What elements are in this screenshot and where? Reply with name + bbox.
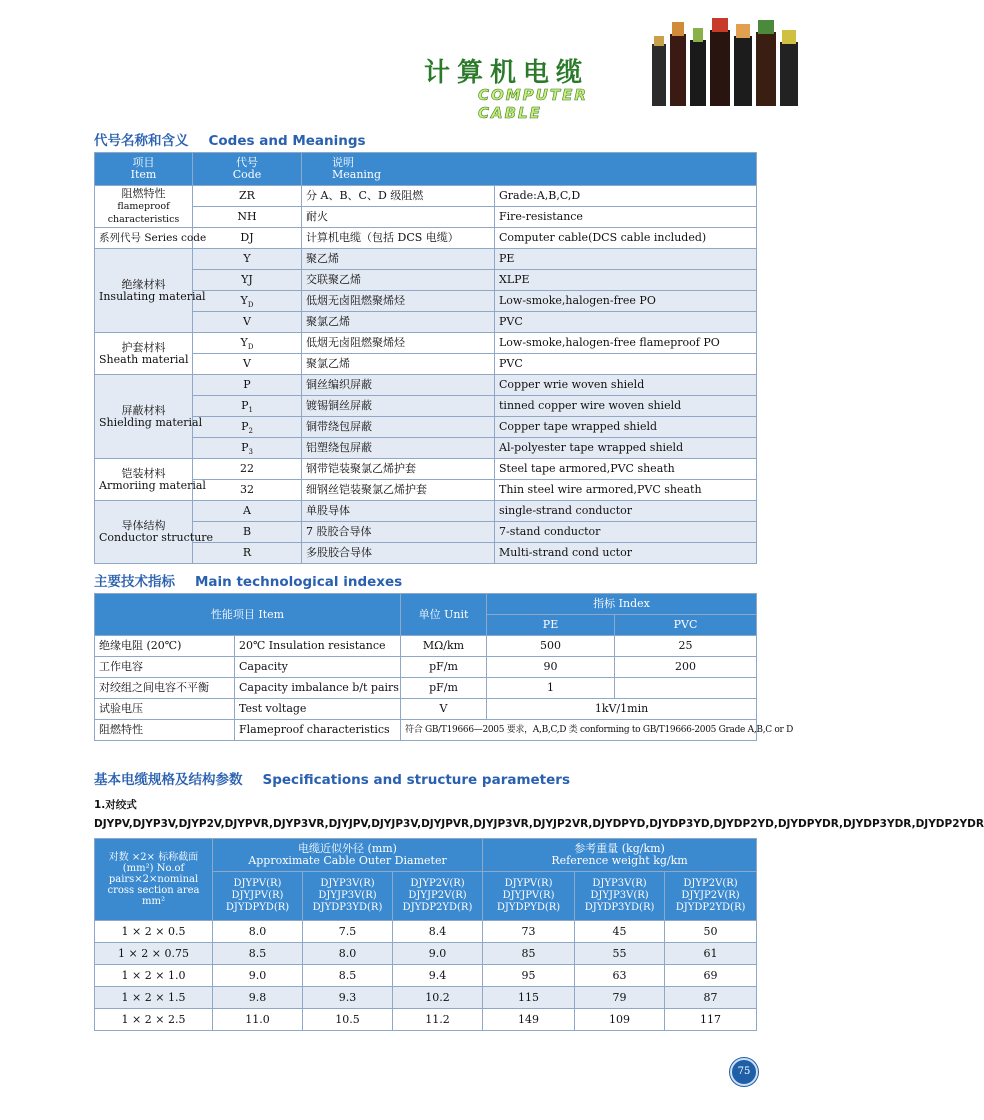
weight-cell: 117 xyxy=(665,1009,757,1031)
perf-en: 20℃ Insulation resistance xyxy=(235,636,401,657)
meaning-en: PVC xyxy=(495,312,757,333)
code-cell: ZR xyxy=(193,186,302,207)
diameter-cell: 8.0 xyxy=(213,921,303,943)
group-label: 护套材料 Sheath material xyxy=(95,333,193,375)
table-row xyxy=(95,987,757,1009)
title-en: COMPUTER CABLE xyxy=(478,86,588,122)
table-row xyxy=(95,333,757,354)
table-row xyxy=(95,207,757,228)
codes-heading xyxy=(94,129,366,149)
meaning-cn: 低烟无卤阻燃聚烯烃 xyxy=(302,291,495,312)
meaning-en: Thin steel wire armored,PVC sheath xyxy=(495,480,757,501)
table-row xyxy=(95,943,757,965)
meaning-en: Grade:A,B,C,D xyxy=(495,186,757,207)
meaning-en: Fire-resistance xyxy=(495,207,757,228)
codes-table xyxy=(94,152,757,564)
code-cell: $Y_D$ xyxy=(193,333,302,354)
col-od: 电缆近似外径 (mm) Approximate Cable Outer Diameter xyxy=(213,839,483,872)
code-cell: 32 xyxy=(193,480,302,501)
spec-subheading: 1.对绞式DJYPV,DJYP3V,DJYP2V,DJYPVR,DJYP3VR,DJYJPV,DJYJP3V,DJYJPVR,DJYJP3VR,DJYJP2VR,DJYDPYD,DJYDP3YD,DJYDP2YD,DJYDPYDR,DJYDP3YDR,DJYDP2YDR xyxy=(94,799,984,830)
meaning-cn: 计算机电缆（包括 DCS 电缆） xyxy=(302,228,495,249)
pe-cell: 500 xyxy=(487,636,615,657)
title-cn: 计算机电缆 xyxy=(424,58,590,88)
codes-body xyxy=(95,186,757,564)
index-cell: 1kV/1min xyxy=(487,699,757,720)
col-wt: 参考重量 (kg/km) Reference weight kg/km xyxy=(483,839,757,872)
code-cell: $P_1$ xyxy=(193,396,302,417)
code-cell: V xyxy=(193,312,302,333)
table-row xyxy=(95,720,757,741)
unit-cell: V xyxy=(401,699,487,720)
diameter-cell: 8.0 xyxy=(303,943,393,965)
meaning-en: Copper wrie woven shield xyxy=(495,375,757,396)
table-row xyxy=(95,921,757,943)
code-cell: P xyxy=(193,375,302,396)
unit-cell: MΩ/km xyxy=(401,636,487,657)
code-cell: $P_2$ xyxy=(193,417,302,438)
code-cell: A xyxy=(193,501,302,522)
spec-heading-en: Specifications and structure parameters xyxy=(262,772,570,788)
perf-cn: 试验电压 xyxy=(95,699,235,720)
weight-cell: 63 xyxy=(575,965,665,987)
weight-cell: 87 xyxy=(665,987,757,1009)
code-cell: $Y_D$ xyxy=(193,291,302,312)
perf-cn: 工作电容 xyxy=(95,657,235,678)
weight-cell: 109 xyxy=(575,1009,665,1031)
page-number: 75 xyxy=(730,1058,758,1086)
meaning-cn: 聚氯乙烯 xyxy=(302,312,495,333)
meaning-cn: 耐火 xyxy=(302,207,495,228)
diameter-cell: 10.5 xyxy=(303,1009,393,1031)
size-cell: 1 × 2 × 1.0 xyxy=(95,965,213,987)
table-row xyxy=(95,228,757,249)
code-cell: B xyxy=(193,522,302,543)
meaning-cn: 分 A、B、C、D 级阻燃 xyxy=(302,186,495,207)
meaning-cn: 单股导体 xyxy=(302,501,495,522)
group-header: DJYPV(R) DJYJPV(R) DJYDPYD(R) xyxy=(213,872,303,921)
tech-heading-en: Main technological indexes xyxy=(195,574,403,590)
weight-cell: 85 xyxy=(483,943,575,965)
pvc-cell: 25 xyxy=(615,636,757,657)
table-row xyxy=(95,396,757,417)
spec-heading xyxy=(94,768,570,788)
spec-body xyxy=(95,921,757,1031)
meaning-en: Copper tape wrapped shield xyxy=(495,417,757,438)
perf-cn: 对绞组之间电容不平衡 xyxy=(95,678,235,699)
table-row xyxy=(95,678,757,699)
tech-heading xyxy=(94,570,402,590)
tech-heading-cn: 主要技术指标 xyxy=(94,574,175,590)
spec-heading-cn: 基本电缆规格及结构参数 xyxy=(94,772,243,788)
group-label: 绝缘材料 Insulating material xyxy=(95,249,193,333)
perf-en: Flameproof characteristics xyxy=(235,720,401,741)
meaning-en: tinned copper wire woven shield xyxy=(495,396,757,417)
group-label: 铠装材料 Armoriing material xyxy=(95,459,193,501)
code-cell: 22 xyxy=(193,459,302,480)
code-cell: NH xyxy=(193,207,302,228)
table-row xyxy=(95,312,757,333)
meaning-cn: 镀锡铜丝屏蔽 xyxy=(302,396,495,417)
meaning-cn: 多股胶合导体 xyxy=(302,543,495,564)
col-unit: 单位 Unit xyxy=(401,594,487,636)
col-pairs: 对数 ×2× 标称截面 (mm²) No.of pairs×2×nominal cross section area mm² xyxy=(95,839,213,921)
table-row xyxy=(95,249,757,270)
unit-cell: pF/m xyxy=(401,678,487,699)
weight-cell: 61 xyxy=(665,943,757,965)
table-row xyxy=(95,354,757,375)
code-cell: V xyxy=(193,354,302,375)
pe-cell: 1 xyxy=(487,678,615,699)
perf-en: Test voltage xyxy=(235,699,401,720)
meaning-en: Computer cable(DCS cable included) xyxy=(495,228,757,249)
perf-en: Capacity imbalance b/t pairs xyxy=(235,678,401,699)
perf-cn: 阻燃特性 xyxy=(95,720,235,741)
meaning-en: Low-smoke,halogen-free PO xyxy=(495,291,757,312)
tech-table xyxy=(94,593,794,741)
weight-cell: 79 xyxy=(575,987,665,1009)
table-row xyxy=(95,438,757,459)
group-label: 系列代号 Series code xyxy=(95,228,193,249)
group-header: DJYPV(R) DJYJPV(R) DJYDPYD(R) xyxy=(483,872,575,921)
weight-cell: 115 xyxy=(483,987,575,1009)
group-header: DJYP3V(R) DJYJP3V(R) DJYDP3YD(R) xyxy=(575,872,665,921)
weight-cell: 95 xyxy=(483,965,575,987)
pe-cell: 90 xyxy=(487,657,615,678)
meaning-cn: 交联聚乙烯 xyxy=(302,270,495,291)
diameter-cell: 9.0 xyxy=(213,965,303,987)
unit-cell: pF/m xyxy=(401,657,487,678)
col-index: 指标 Index xyxy=(487,594,757,615)
diameter-cell: 9.0 xyxy=(393,943,483,965)
diameter-cell: 8.5 xyxy=(303,965,393,987)
cable-image xyxy=(650,14,800,106)
group-label: 屏蔽材料 Shielding material xyxy=(95,375,193,459)
perf-en: Capacity xyxy=(235,657,401,678)
weight-cell: 73 xyxy=(483,921,575,943)
group-header: DJYP2V(R) DJYJP2V(R) DJYDP2YD(R) xyxy=(665,872,757,921)
col-code: 代号 Code xyxy=(193,153,302,186)
diameter-cell: 7.5 xyxy=(303,921,393,943)
table-row xyxy=(95,636,757,657)
col-meaning: 说明 Meaning xyxy=(302,153,757,186)
codes-heading-cn: 代号名称和含义 xyxy=(94,133,189,149)
weight-cell: 50 xyxy=(665,921,757,943)
meaning-cn: 铜带绕包屏蔽 xyxy=(302,417,495,438)
col-item: 项目 Item xyxy=(95,153,193,186)
pvc-cell: 200 xyxy=(615,657,757,678)
table-row xyxy=(95,657,757,678)
size-cell: 1 × 2 × 1.5 xyxy=(95,987,213,1009)
diameter-cell: 10.2 xyxy=(393,987,483,1009)
col-pvc: PVC xyxy=(615,615,757,636)
size-cell: 1 × 2 × 0.75 xyxy=(95,943,213,965)
col-pe: PE xyxy=(487,615,615,636)
size-cell: 1 × 2 × 2.5 xyxy=(95,1009,213,1031)
code-cell: Y xyxy=(193,249,302,270)
table-row xyxy=(95,965,757,987)
table-row xyxy=(95,699,757,720)
meaning-cn: 低烟无卤阻燃聚烯烃 xyxy=(302,333,495,354)
codes-heading-en: Codes and Meanings xyxy=(208,133,366,149)
weight-cell: 55 xyxy=(575,943,665,965)
group-label: 阻燃特性 flameproof characteristics xyxy=(95,186,193,228)
table-row xyxy=(95,375,757,396)
meaning-en: PVC xyxy=(495,354,757,375)
table-row xyxy=(95,459,757,480)
meaning-en: Multi-strand cond uctor xyxy=(495,543,757,564)
meaning-cn: 铜丝编织屏蔽 xyxy=(302,375,495,396)
spec-table xyxy=(94,838,757,1031)
meaning-en: XLPE xyxy=(495,270,757,291)
col-perf: 性能项目 Item xyxy=(95,594,401,636)
table-row xyxy=(95,501,757,522)
diameter-cell: 9.8 xyxy=(213,987,303,1009)
diameter-cell: 9.4 xyxy=(393,965,483,987)
meaning-cn: 聚氯乙烯 xyxy=(302,354,495,375)
code-cell: $P_3$ xyxy=(193,438,302,459)
diameter-cell: 8.5 xyxy=(213,943,303,965)
code-cell: YJ xyxy=(193,270,302,291)
diameter-cell: 9.3 xyxy=(303,987,393,1009)
group-header: DJYP2V(R) DJYJP2V(R) DJYDP2YD(R) xyxy=(393,872,483,921)
diameter-cell: 11.0 xyxy=(213,1009,303,1031)
weight-cell: 149 xyxy=(483,1009,575,1031)
diameter-cell: 11.2 xyxy=(393,1009,483,1031)
index-cell: 符合 GB/T19666—2005 要求，A,B,C,D 类 conforming to GB/T19666-2005 Grade A,B,C or D xyxy=(401,720,757,741)
table-row xyxy=(95,186,757,207)
meaning-cn: 聚乙烯 xyxy=(302,249,495,270)
code-cell: R xyxy=(193,543,302,564)
table-row xyxy=(95,1009,757,1031)
group-label: 导体结构 Conductor structure xyxy=(95,501,193,564)
meaning-en: Low-smoke,halogen-free flameproof PO xyxy=(495,333,757,354)
weight-cell: 45 xyxy=(575,921,665,943)
meaning-cn: 细钢丝铠装聚氯乙烯护套 xyxy=(302,480,495,501)
pvc-cell xyxy=(615,678,757,699)
table-row xyxy=(95,543,757,564)
meaning-cn: 7 股胶合导体 xyxy=(302,522,495,543)
meaning-cn: 钢带铠装聚氯乙烯护套 xyxy=(302,459,495,480)
meaning-en: Steel tape armored,PVC sheath xyxy=(495,459,757,480)
meaning-en: single-strand conductor xyxy=(495,501,757,522)
meaning-en: Al-polyester tape wrapped shield xyxy=(495,438,757,459)
diameter-cell: 8.4 xyxy=(393,921,483,943)
code-cell: DJ xyxy=(193,228,302,249)
perf-cn: 绝缘电阻 (20℃) xyxy=(95,636,235,657)
group-header: DJYP3V(R) DJYJP3V(R) DJYDP3YD(R) xyxy=(303,872,393,921)
meaning-cn: 铝塑绕包屏蔽 xyxy=(302,438,495,459)
meaning-en: 7-stand conductor xyxy=(495,522,757,543)
weight-cell: 69 xyxy=(665,965,757,987)
meaning-en: PE xyxy=(495,249,757,270)
size-cell: 1 × 2 × 0.5 xyxy=(95,921,213,943)
table-row xyxy=(95,270,757,291)
